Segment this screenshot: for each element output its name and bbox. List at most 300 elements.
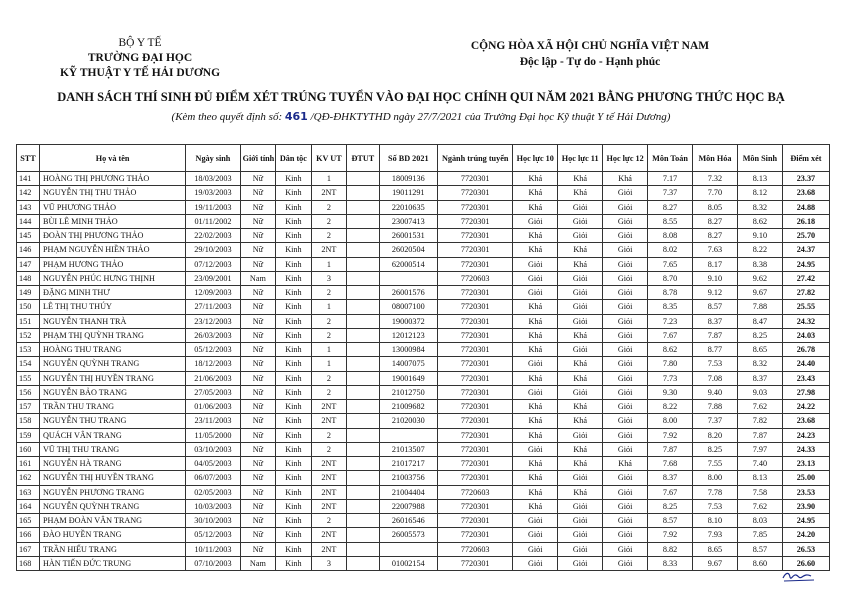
table-cell: Giỏi (603, 314, 648, 328)
table-cell: NGUYỄN THỊ THU THẢO (39, 186, 185, 200)
table-cell: 7.67 (648, 485, 693, 499)
table-cell: 8.55 (648, 214, 693, 228)
table-cell: 19001649 (379, 371, 438, 385)
table-cell: 7.58 (737, 485, 782, 499)
table-cell: 153 (17, 343, 40, 357)
table-cell: Nữ (240, 385, 276, 399)
table-cell: 23/11/2003 (186, 414, 240, 428)
table-cell: 26.18 (782, 214, 829, 228)
table-cell: Giỏi (558, 229, 603, 243)
table-cell: 23/09/2001 (186, 271, 240, 285)
table-cell: 9.67 (692, 556, 737, 570)
table-cell: Kinh (276, 186, 312, 200)
column-header: Họ và tên (39, 145, 185, 172)
table-cell: 25.00 (782, 471, 829, 485)
table-cell: Giỏi (558, 528, 603, 542)
table-cell: 8.17 (692, 257, 737, 271)
table-cell: Kinh (276, 514, 312, 528)
column-header: Học lực 12 (603, 145, 648, 172)
table-cell: 7.37 (648, 186, 693, 200)
table-cell: Nữ (240, 442, 276, 456)
table-cell: 7720301 (438, 343, 513, 357)
table-cell: PHẠM ĐOÀN VÂN TRANG (39, 514, 185, 528)
table-cell: Giỏi (558, 471, 603, 485)
table-cell: Khá (513, 172, 558, 186)
table-row (17, 328, 830, 342)
table-cell: 8.25 (648, 499, 693, 513)
table-cell: 8.82 (648, 542, 693, 556)
table-cell: 159 (17, 428, 40, 442)
table-cell: 8.27 (692, 214, 737, 228)
table-cell: 145 (17, 229, 40, 243)
table-cell: Kinh (276, 257, 312, 271)
table-cell: Giỏi (513, 528, 558, 542)
table-cell (347, 457, 379, 471)
column-header: Môn Sinh (737, 145, 782, 172)
table-cell: 12/09/2003 (186, 286, 240, 300)
table-cell: Kinh (276, 172, 312, 186)
table-cell: Giỏi (558, 286, 603, 300)
table-cell: Khá (513, 186, 558, 200)
table-cell: 8.00 (648, 414, 693, 428)
table-cell: 8.33 (648, 556, 693, 570)
table-cell: 2 (311, 286, 347, 300)
table-cell (347, 172, 379, 186)
table-cell: 24.88 (782, 200, 829, 214)
table-cell: 7720301 (438, 514, 513, 528)
table-cell: 04/05/2003 (186, 457, 240, 471)
table-cell: 30/10/2003 (186, 514, 240, 528)
table-cell: ĐÀO HUYỀN TRANG (39, 528, 185, 542)
table-cell: 1 (311, 300, 347, 314)
table-cell: Khá (513, 200, 558, 214)
table-cell (347, 371, 379, 385)
table-cell: 2 (311, 428, 347, 442)
table-cell: Kinh (276, 371, 312, 385)
table-cell: Nữ (240, 314, 276, 328)
table-cell: 7.53 (692, 357, 737, 371)
table-cell: Nữ (240, 499, 276, 513)
table-cell: 10/03/2003 (186, 499, 240, 513)
table-cell: 26020504 (379, 243, 438, 257)
decision-number: 461 (284, 110, 308, 123)
table-cell: 8.37 (692, 314, 737, 328)
column-header: KV UT (311, 145, 347, 172)
table-cell: 24.20 (782, 528, 829, 542)
column-header: Học lực 11 (558, 145, 603, 172)
table-cell: Nữ (240, 357, 276, 371)
table-cell: 160 (17, 442, 40, 456)
table-cell: 2NT (311, 471, 347, 485)
table-cell: 3 (311, 556, 347, 570)
table-cell (347, 528, 379, 542)
table-cell: Giỏi (603, 385, 648, 399)
table-cell: 156 (17, 385, 40, 399)
column-header: Giới tính (240, 145, 276, 172)
table-cell (347, 442, 379, 456)
table-cell: 26005573 (379, 528, 438, 542)
table-cell: 27.82 (782, 286, 829, 300)
table-cell: 22007988 (379, 499, 438, 513)
table-cell: 02/05/2003 (186, 485, 240, 499)
table-cell: 07/12/2003 (186, 257, 240, 271)
table-cell: Khá (513, 371, 558, 385)
table-cell: 22010635 (379, 200, 438, 214)
table-cell: Giỏi (603, 514, 648, 528)
table-cell: Giỏi (603, 286, 648, 300)
table-cell: Kinh (276, 243, 312, 257)
table-cell: NGUYỄN QUỲNH TRANG (39, 357, 185, 371)
ministry-name: BỘ Y TẾ (118, 37, 162, 49)
table-cell: 9.10 (737, 229, 782, 243)
table-cell: Khá (513, 485, 558, 499)
table-cell: 9.10 (692, 271, 737, 285)
table-cell (347, 300, 379, 314)
table-cell: NGUYỄN PHÚC HƯNG THỊNH (39, 271, 185, 285)
handwritten-initials-icon (780, 568, 820, 584)
table-cell: Khá (558, 414, 603, 428)
table-cell: Giỏi (603, 471, 648, 485)
table-cell: 9.67 (737, 286, 782, 300)
table-cell: 7.23 (648, 314, 693, 328)
table-cell (347, 328, 379, 342)
table-row (17, 271, 830, 285)
table-cell: 8.13 (737, 471, 782, 485)
table-cell (347, 357, 379, 371)
table-cell: Giỏi (558, 343, 603, 357)
table-cell: Kinh (276, 442, 312, 456)
table-cell: 7.17 (648, 172, 693, 186)
table-cell: Nữ (240, 528, 276, 542)
table-cell: 11/05/2000 (186, 428, 240, 442)
table-cell: 2 (311, 314, 347, 328)
table-cell: 7720301 (438, 371, 513, 385)
table-cell (347, 271, 379, 285)
table-cell: 7.32 (692, 172, 737, 186)
column-header: Dân tộc (276, 145, 312, 172)
table-cell: 8.77 (692, 343, 737, 357)
table-row (17, 428, 830, 442)
table-cell: 7720301 (438, 229, 513, 243)
table-cell: 7720301 (438, 499, 513, 513)
table-cell: Nữ (240, 343, 276, 357)
table-cell: 26001576 (379, 286, 438, 300)
table-cell: Giỏi (513, 357, 558, 371)
table-cell: 62000514 (379, 257, 438, 271)
table-cell: 2 (311, 328, 347, 342)
table-cell: 8.62 (648, 343, 693, 357)
table-cell: Nữ (240, 457, 276, 471)
table-cell: 2NT (311, 186, 347, 200)
table-cell (347, 343, 379, 357)
table-cell: HOÀNG THU TRANG (39, 343, 185, 357)
table-cell: 8.12 (737, 186, 782, 200)
table-cell: Kinh (276, 385, 312, 399)
table-cell: 2NT (311, 499, 347, 513)
table-cell: Nữ (240, 229, 276, 243)
country-name: CỘNG HÒA XÃ HỘI CHỦ NGHĨA VIỆT NAM (470, 40, 710, 52)
table-cell: Kinh (276, 414, 312, 428)
table-cell: 7.80 (648, 357, 693, 371)
table-cell: 7720301 (438, 172, 513, 186)
table-cell: 21017217 (379, 457, 438, 471)
table-cell: 2 (311, 385, 347, 399)
table-cell: Khá (558, 457, 603, 471)
table-cell: Khá (558, 243, 603, 257)
table-cell: 7.92 (648, 528, 693, 542)
table-cell: 2 (311, 514, 347, 528)
table-cell: Giỏi (603, 229, 648, 243)
table-cell: 7720603 (438, 271, 513, 285)
table-cell: Kinh (276, 271, 312, 285)
column-header: Ngày sinh (186, 145, 240, 172)
table-cell: 8.60 (737, 556, 782, 570)
table-cell: 8.32 (737, 200, 782, 214)
table-cell (347, 314, 379, 328)
table-row (17, 499, 830, 513)
table-cell: 24.40 (782, 357, 829, 371)
table-cell: BÙI LÊ MINH THẢO (39, 214, 185, 228)
table-cell: 7.87 (692, 328, 737, 342)
table-cell: 7.87 (737, 428, 782, 442)
table-cell (347, 485, 379, 499)
table-cell: PHẠM NGUYỄN HIỀN THẢO (39, 243, 185, 257)
table-row (17, 457, 830, 471)
table-cell: 9.30 (648, 385, 693, 399)
table-cell: 7.93 (692, 528, 737, 542)
table-cell: 2NT (311, 414, 347, 428)
table-cell: Giỏi (558, 385, 603, 399)
table-cell: Khá (513, 400, 558, 414)
table-cell (347, 428, 379, 442)
table-cell: LÊ THỊ THU THÚY (39, 300, 185, 314)
table-row (17, 200, 830, 214)
table-cell: 168 (17, 556, 40, 570)
table-cell: Khá (513, 471, 558, 485)
table-cell: 7720301 (438, 257, 513, 271)
table-cell: 7.62 (737, 499, 782, 513)
table-cell: 23.90 (782, 499, 829, 513)
table-cell: Kinh (276, 428, 312, 442)
table-cell: 161 (17, 457, 40, 471)
column-header: Môn Toán (648, 145, 693, 172)
table-cell: 7.65 (648, 257, 693, 271)
table-cell: Nữ (240, 257, 276, 271)
table-cell: Giỏi (603, 414, 648, 428)
table-cell: Nữ (240, 328, 276, 342)
table-cell: 23.68 (782, 414, 829, 428)
table-cell: NGUYỄN THỊ HUYỀN TRANG (39, 371, 185, 385)
table-cell: 142 (17, 186, 40, 200)
table-cell: Nữ (240, 485, 276, 499)
table-cell: 21003756 (379, 471, 438, 485)
table-row (17, 514, 830, 528)
table-cell: 7.82 (737, 414, 782, 428)
table-cell: 24.22 (782, 400, 829, 414)
table-cell: Kinh (276, 286, 312, 300)
table-cell: Khá (513, 343, 558, 357)
table-cell: ĐẶNG MINH THƯ (39, 286, 185, 300)
table-cell: 14007075 (379, 357, 438, 371)
table-cell: 1 (311, 257, 347, 271)
table-row (17, 385, 830, 399)
table-cell: 149 (17, 286, 40, 300)
table-cell: Nữ (240, 371, 276, 385)
table-cell: 8.25 (692, 442, 737, 456)
table-cell: Giỏi (558, 556, 603, 570)
table-cell: Giỏi (513, 542, 558, 556)
table-cell: Giỏi (558, 428, 603, 442)
table-cell (347, 556, 379, 570)
table-cell: Giỏi (513, 442, 558, 456)
table-cell (347, 414, 379, 428)
table-cell: HOÀNG THỊ PHƯƠNG THẢO (39, 172, 185, 186)
table-cell: Nữ (240, 428, 276, 442)
table-cell: 23007413 (379, 214, 438, 228)
table-cell: 24.95 (782, 514, 829, 528)
column-header: STT (17, 145, 40, 172)
table-cell: 29/10/2003 (186, 243, 240, 257)
table-row (17, 300, 830, 314)
table-cell: 2NT (311, 400, 347, 414)
table-cell: 143 (17, 200, 40, 214)
table-cell: Kinh (276, 400, 312, 414)
table-cell: 8.35 (648, 300, 693, 314)
table-cell: 148 (17, 271, 40, 285)
table-cell: 27/05/2003 (186, 385, 240, 399)
table-cell: 2 (311, 229, 347, 243)
table-cell: 8.22 (648, 400, 693, 414)
column-header: Môn Hóa (692, 145, 737, 172)
table-cell: 24.37 (782, 243, 829, 257)
table-cell: Khá (603, 457, 648, 471)
table-cell: 2NT (311, 457, 347, 471)
table-cell (347, 214, 379, 228)
table-row (17, 229, 830, 243)
table-row (17, 314, 830, 328)
table-cell: Kinh (276, 200, 312, 214)
table-cell: Khá (558, 257, 603, 271)
table-cell: 150 (17, 300, 40, 314)
table-row (17, 485, 830, 499)
table-cell: Kinh (276, 314, 312, 328)
table-cell: 163 (17, 485, 40, 499)
table-cell: 8.20 (692, 428, 737, 442)
table-cell: TRẦN THU TRANG (39, 400, 185, 414)
table-cell: 21009682 (379, 400, 438, 414)
table-row (17, 528, 830, 542)
table-cell: 01/11/2002 (186, 214, 240, 228)
table-cell: Khá (513, 300, 558, 314)
table-cell: Giỏi (558, 200, 603, 214)
table-cell: 8.78 (648, 286, 693, 300)
table-cell: 2 (311, 442, 347, 456)
table-cell: Giỏi (513, 214, 558, 228)
table-cell: 13000984 (379, 343, 438, 357)
table-cell (347, 257, 379, 271)
table-cell: NGUYỄN THỊ HUYỀN TRANG (39, 471, 185, 485)
table-cell: Nữ (240, 514, 276, 528)
table-cell: 7720603 (438, 485, 513, 499)
table-cell: 8.13 (737, 172, 782, 186)
table-cell: 8.05 (692, 200, 737, 214)
table-cell: 7720301 (438, 300, 513, 314)
table-cell: 25.70 (782, 229, 829, 243)
table-cell: NGUYỄN PHƯƠNG TRANG (39, 485, 185, 499)
table-cell: Giỏi (558, 314, 603, 328)
table-cell: Kinh (276, 300, 312, 314)
table-cell: 26/03/2003 (186, 328, 240, 342)
table-cell: 7.78 (692, 485, 737, 499)
table-cell: Giỏi (558, 514, 603, 528)
document-title: DANH SÁCH THÍ SINH ĐỦ ĐIỂM XÉT TRÚNG TUYỂN VÀO ĐẠI HỌC CHÍNH QUI NĂM 2021 BẰNG PHƯƠNG THỨC HỌC BẠ (57, 90, 785, 104)
table-cell: 7.53 (692, 499, 737, 513)
table-cell: Kinh (276, 471, 312, 485)
table-cell: Nữ (240, 300, 276, 314)
table-cell: 8.22 (737, 243, 782, 257)
table-cell: Giỏi (603, 528, 648, 542)
table-cell: Khá (513, 414, 558, 428)
table-cell: 07/10/2003 (186, 556, 240, 570)
table-cell: Giỏi (603, 271, 648, 285)
table-cell: 141 (17, 172, 40, 186)
table-cell: Nam (240, 271, 276, 285)
table-cell: 05/12/2003 (186, 528, 240, 542)
table-cell: 7720301 (438, 385, 513, 399)
table-cell: Khá (558, 371, 603, 385)
table-cell: 03/10/2003 (186, 442, 240, 456)
table-cell: 8.08 (648, 229, 693, 243)
table-cell: Nữ (240, 542, 276, 556)
table-cell (347, 385, 379, 399)
column-header: Số BD 2021 (379, 145, 438, 172)
table-cell: Khá (513, 314, 558, 328)
table-cell: 7.87 (648, 442, 693, 456)
table-cell: 8.47 (737, 314, 782, 328)
table-cell: Giỏi (603, 186, 648, 200)
table-cell: 1 (311, 357, 347, 371)
table-cell: 19/11/2003 (186, 200, 240, 214)
table-cell: 06/07/2003 (186, 471, 240, 485)
table-cell: PHẠM THỊ QUỲNH TRANG (39, 328, 185, 342)
table-cell: 23.13 (782, 457, 829, 471)
table-cell: Nữ (240, 414, 276, 428)
table-cell: 19000372 (379, 314, 438, 328)
table-cell: 2NT (311, 528, 347, 542)
table-cell: Nữ (240, 243, 276, 257)
table-cell: 7.67 (648, 328, 693, 342)
table-cell (379, 542, 438, 556)
table-cell: 21012750 (379, 385, 438, 399)
table-cell: ĐOÀN THỊ PHƯƠNG THẢO (39, 229, 185, 243)
table-cell: 152 (17, 328, 40, 342)
table-cell: 24.32 (782, 314, 829, 328)
table-cell: 158 (17, 414, 40, 428)
table-cell: Giỏi (603, 499, 648, 513)
table-cell: 7.68 (648, 457, 693, 471)
table-cell: HÀN TIẾN ĐỨC TRUNG (39, 556, 185, 570)
table-cell: Nữ (240, 200, 276, 214)
table-cell: Nữ (240, 214, 276, 228)
table-cell: 25.55 (782, 300, 829, 314)
table-cell: VŨ PHƯƠNG THẢO (39, 200, 185, 214)
table-cell: 1 (311, 343, 347, 357)
table-cell: Kinh (276, 485, 312, 499)
table-cell (347, 229, 379, 243)
table-cell: Khá (558, 400, 603, 414)
table-cell: 18/03/2003 (186, 172, 240, 186)
table-row (17, 257, 830, 271)
